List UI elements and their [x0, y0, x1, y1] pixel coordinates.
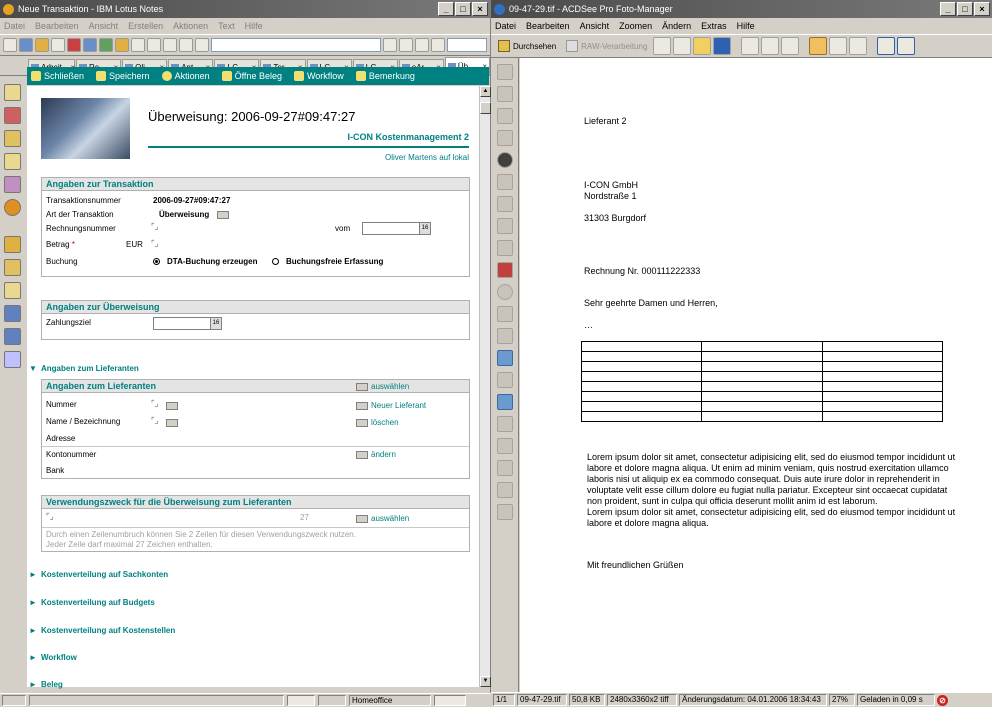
eye-icon[interactable]: [497, 284, 513, 300]
buchungsfrei-radio-label[interactable]: Buchungsfreie Erfassung: [286, 257, 384, 266]
maximize-button[interactable]: □: [957, 2, 973, 16]
load-time: Geladen in 0,09 s: [857, 694, 935, 706]
browse-icon: [498, 40, 510, 52]
search-field[interactable]: [447, 38, 487, 52]
lotus-notes-icon: [3, 4, 14, 15]
menu-hilfe[interactable]: Hilfe: [244, 21, 263, 31]
open-folder-icon[interactable]: [693, 37, 711, 55]
twisty-closed-icon[interactable]: ►: [29, 680, 37, 689]
contacts-bookmark-icon[interactable]: [4, 130, 21, 147]
rechnr-label: Rechnungsnummer: [46, 224, 116, 233]
vom-date-field[interactable]: [362, 222, 431, 235]
acdsee-app-icon: [494, 4, 505, 15]
compare-icon[interactable]: [781, 37, 799, 55]
raw-edit-icon[interactable]: [653, 37, 671, 55]
purpose-field[interactable]: ⌜⌟: [46, 512, 54, 521]
scroll-down-icon[interactable]: ▼: [480, 676, 491, 687]
menu-aendern[interactable]: Ändern: [662, 21, 692, 31]
todo-bookmark-icon[interactable]: [4, 153, 21, 170]
section-transaktion: [41, 177, 470, 277]
lotus-notes-window: [0, 0, 491, 707]
workflow-icon: [294, 71, 304, 81]
letter-recipient-line3: 31303 Burgdorf: [584, 213, 647, 223]
letter-ellipsis: …: [584, 320, 593, 330]
menu-bearbeiten[interactable]: Bearbeiten: [526, 21, 570, 31]
twisty-closed-icon[interactable]: ►: [29, 598, 37, 607]
replication-bookmark-icon[interactable]: [4, 176, 21, 193]
paste-icon[interactable]: [195, 38, 209, 52]
menu-extras[interactable]: Extras: [701, 21, 727, 31]
menu-bearbeiten[interactable]: Bearbeiten: [35, 21, 79, 31]
select-supplier-button[interactable]: [356, 383, 368, 391]
section-budgets-toggle[interactable]: Kostenverteilung auf Budgets: [41, 598, 155, 607]
edit-toolbar: [491, 58, 519, 692]
menu-aktionen[interactable]: Aktionen: [173, 21, 209, 31]
menu-ansicht[interactable]: Ansicht: [88, 21, 119, 31]
perspective-icon[interactable]: [497, 482, 513, 498]
letter-sender: Lieferant 2: [584, 116, 627, 126]
status-cell[interactable]: [2, 695, 26, 706]
italic-icon[interactable]: [399, 38, 413, 52]
favorites-bookmark-icon[interactable]: [4, 199, 21, 216]
database-bookmark-icon[interactable]: [4, 236, 21, 253]
menu-text[interactable]: Text: [218, 21, 235, 31]
letter-table: [581, 341, 943, 422]
forward-icon[interactable]: [431, 38, 445, 52]
menu-datei[interactable]: Datei: [4, 21, 26, 31]
action-bar: [27, 67, 489, 85]
image-index: 1/1: [493, 694, 515, 706]
delete-supplier-button[interactable]: [356, 419, 368, 427]
save-doc-icon: [96, 71, 106, 81]
calendar-icon[interactable]: [83, 38, 97, 52]
letter-recipient-line2: Nordstraße 1: [584, 191, 637, 201]
replicate-icon[interactable]: [131, 38, 145, 52]
scroll-thumb[interactable]: [480, 102, 491, 114]
menu-zoomen[interactable]: Zoomen: [619, 21, 653, 31]
mail-status-icon[interactable]: [287, 695, 315, 706]
header-photo: [41, 98, 130, 159]
letter-recipient-line1: I-CON GmbH: [584, 180, 638, 190]
acdsee-statusbar: [491, 692, 992, 707]
transnr-label: Transaktionsnummer: [46, 196, 121, 205]
new-supplier-link[interactable]: Neuer Lieferant: [371, 401, 427, 410]
section-beleg-toggle[interactable]: Beleg: [41, 680, 63, 689]
levels-icon[interactable]: [497, 218, 513, 234]
acdsee-window: [491, 0, 992, 707]
frame-icon[interactable]: [497, 328, 513, 344]
remark-action-button[interactable]: Bemerkung: [356, 71, 415, 81]
database-bookmark-icon[interactable]: [4, 259, 21, 276]
letter-paragraph-2: Lorem ipsum dolor sit amet, consectetur adipisicing elit, sed do eiusmod tempor incididunt ut labore et dolore magna aliqua.: [587, 507, 956, 528]
receipt-icon: [222, 71, 232, 81]
section-heading: Angaben zur Transaktion: [42, 178, 469, 191]
change-account-link[interactable]: ändern: [371, 450, 396, 459]
form-scrollbar[interactable]: [479, 86, 490, 687]
sharpen-icon[interactable]: [497, 306, 513, 322]
rotate-icon[interactable]: [497, 394, 513, 410]
actions-action-button[interactable]: Aktionen: [162, 71, 210, 81]
replication-status-icon[interactable]: [434, 695, 466, 706]
name-label: Name / Bezeichnung: [46, 417, 121, 426]
delete-supplier-link[interactable]: löschen: [371, 418, 399, 427]
modified-date: Änderungsdatum: 04.01.2006 18:34:43: [679, 694, 827, 706]
transnr-value: 2006-09-27#09:47:27: [153, 196, 231, 205]
next-icon[interactable]: [497, 86, 513, 102]
change-account-button[interactable]: [356, 451, 368, 459]
menu-erstellen[interactable]: Erstellen: [128, 21, 164, 31]
menu-ansicht[interactable]: Ansicht: [579, 21, 610, 31]
notes-window-title: Neue Transaktion - IBM Lotus Notes: [18, 4, 164, 14]
scroll-up-icon[interactable]: ▲: [480, 86, 491, 97]
konto-label: Kontonummer: [46, 450, 97, 459]
calendar-bookmark-icon[interactable]: [4, 107, 21, 124]
save-icon[interactable]: [713, 37, 731, 55]
mail-icon[interactable]: [67, 38, 81, 52]
red-eye-icon[interactable]: [497, 108, 513, 124]
rotate-right-icon[interactable]: [897, 37, 915, 55]
section-sachkonten-toggle[interactable]: Kostenverteilung auf Sachkonten: [41, 570, 169, 579]
error-icon[interactable]: ⊘: [937, 695, 948, 706]
curves-icon[interactable]: [497, 240, 513, 256]
buchungsfrei-radio[interactable]: [272, 258, 279, 265]
currency-label: EUR: [126, 240, 143, 249]
open-receipt-action-button[interactable]: Öffne Beleg: [222, 71, 282, 81]
notes-statusbar: [0, 693, 491, 707]
section-kostenstellen-toggle[interactable]: Kostenverteilung auf Kostenstellen: [41, 626, 176, 635]
menu-datei[interactable]: Datei: [495, 21, 517, 31]
buchung-label: Buchung: [46, 257, 78, 266]
refresh-icon[interactable]: [3, 38, 17, 52]
actions-icon: [162, 71, 172, 81]
minimize-button[interactable]: _: [438, 2, 454, 16]
menu-hilfe[interactable]: Hilfe: [736, 21, 755, 31]
lieferant-toggle[interactable]: Angaben zum Lieferanten: [41, 364, 139, 373]
notes-menubar: [0, 18, 490, 34]
art-label: Art der Transaktion: [46, 210, 114, 219]
select-supplier-link[interactable]: auswählen: [371, 382, 410, 391]
close-doc-icon: [31, 71, 41, 81]
todo-icon[interactable]: [115, 38, 129, 52]
contrast-icon[interactable]: [497, 152, 513, 168]
dta-radio-label[interactable]: DTA-Buchung erzeugen: [167, 257, 258, 266]
letter-body: [587, 452, 957, 529]
color-icon[interactable]: [497, 262, 513, 278]
calendar-icon[interactable]: 16: [419, 223, 430, 234]
save-action-button[interactable]: Speichern: [96, 71, 150, 81]
zahlungsziel-field[interactable]: [153, 317, 222, 330]
notes-toolbar: [0, 34, 490, 56]
image-dimensions: 2480x3360x2 tiff: [607, 694, 677, 706]
title-divider: [148, 146, 469, 148]
nummer-label: Nummer: [46, 400, 77, 409]
browse-button[interactable]: Durchsehen: [494, 37, 560, 55]
minimize-button[interactable]: _: [940, 2, 956, 16]
nummer-field[interactable]: ⌜⌟: [151, 399, 159, 408]
fit-icon[interactable]: [741, 37, 759, 55]
betrag-label: Betrag *: [46, 240, 75, 249]
notes-titlebar[interactable]: [0, 0, 490, 18]
access-status-icon[interactable]: [318, 695, 346, 706]
previous-icon[interactable]: [497, 64, 513, 80]
remark-icon: [356, 71, 366, 81]
toolbar-dropdown[interactable]: [211, 38, 381, 52]
select-purpose-button[interactable]: [356, 515, 368, 523]
letter-salutation: Sehr geehrte Damen und Herren,: [584, 298, 718, 308]
copy-icon[interactable]: [179, 38, 193, 52]
database-bookmark-icon[interactable]: [4, 328, 21, 345]
file-size: 50,8 KB: [569, 694, 605, 706]
section-workflow-toggle[interactable]: Workflow: [41, 653, 77, 662]
section-heading: Angaben zum Lieferanten: [42, 380, 469, 393]
format-icon[interactable]: [383, 38, 397, 52]
portrait-icon[interactable]: [497, 174, 513, 190]
check-icon[interactable]: [51, 38, 65, 52]
acdsee-toolbar: [491, 34, 992, 58]
char-counter: 27: [300, 513, 309, 522]
twisty-closed-icon[interactable]: ►: [29, 653, 37, 662]
section-verwendungszweck: [41, 495, 470, 552]
acdsee-window-title: 09-47-29.tif - ACDSee Pro Foto-Manager: [509, 4, 673, 14]
section-lieferant: [41, 379, 470, 479]
bookmark-bar: [0, 78, 26, 693]
select-tool-icon[interactable]: [829, 37, 847, 55]
name-field[interactable]: ⌜⌟: [151, 416, 159, 425]
database-bookmark-icon[interactable]: [4, 305, 21, 322]
purpose-hint-1: Durch einen Zeilenumbruch können Sie 2 Zeilen für diesen Verwendungszweck nutzen.: [46, 530, 356, 539]
effects-icon[interactable]: [497, 350, 513, 366]
location-selector[interactable]: Homeoffice: [349, 695, 431, 706]
vom-label: vom: [335, 224, 351, 233]
text-icon[interactable]: [497, 416, 513, 432]
purpose-hint-2: Jeder Zeile darf maximal 27 Zeichen enthalten.: [46, 540, 213, 549]
contacts-icon[interactable]: [99, 38, 113, 52]
status-message: [29, 695, 284, 706]
raw-icon: [566, 40, 578, 52]
database-bookmark-icon[interactable]: [4, 351, 21, 368]
zahlungsziel-label: Zahlungsziel: [46, 318, 91, 327]
back-icon[interactable]: [415, 38, 429, 52]
new-supplier-button[interactable]: [356, 402, 368, 410]
maximize-button[interactable]: □: [455, 2, 471, 16]
brightness-icon[interactable]: [497, 130, 513, 146]
section-ueberweisung: [41, 300, 470, 340]
close-action-button[interactable]: Schließen: [31, 71, 84, 81]
divider: [42, 446, 469, 447]
twisty-closed-icon[interactable]: ►: [29, 570, 37, 579]
save-icon[interactable]: [19, 38, 33, 52]
select-purpose-link[interactable]: auswählen: [371, 514, 410, 523]
name-dropdown-button[interactable]: [166, 419, 178, 427]
adresse-label: Adresse: [46, 434, 76, 443]
raw-button[interactable]: RAW-Verarbeitung: [562, 37, 651, 55]
mail-bookmark-icon[interactable]: [4, 84, 21, 101]
twisty-open-icon[interactable]: ▼: [29, 364, 37, 373]
dta-radio[interactable]: [153, 258, 160, 265]
letter-paragraph-1: Lorem ipsum dolor sit amet, consectetur adipisicing elit, sed do eiusmod tempor incididunt ut labore et dolore magna aliqua. Ut enim ad minim veniam, quis nostrud exercitation ullamco laboris nisi ut aliquip ex ea commodo consequat. Duis aute irure dolor in reprehenderit in voluptate velit esse cillum dolore eu fugiat nulla pariatur. Excepteur sint occaecat cupidatat non proident, sunt in culpa qui officia deserunt mollit anim id est laborum.: [587, 452, 956, 506]
repair-icon[interactable]: [497, 438, 513, 454]
transaction-form: [27, 86, 479, 687]
close-button[interactable]: ×: [974, 2, 990, 16]
form-title: Überweisung: 2006-09-27#09:47:27: [148, 109, 356, 124]
divider: [42, 527, 469, 528]
crop-icon[interactable]: [497, 372, 513, 388]
edit-icon[interactable]: [673, 37, 691, 55]
betrag-field[interactable]: ⌜⌟: [151, 239, 159, 248]
resize-icon[interactable]: [497, 196, 513, 212]
twisty-closed-icon[interactable]: ►: [29, 626, 37, 635]
zoom-tool-icon[interactable]: [849, 37, 867, 55]
section-heading: Verwendungszweck für die Überweisung zum Lieferanten: [42, 496, 469, 509]
watermark-icon[interactable]: [497, 504, 513, 520]
actual-size-icon[interactable]: [761, 37, 779, 55]
rotate-left-icon[interactable]: [877, 37, 895, 55]
database-bookmark-icon[interactable]: [4, 282, 21, 299]
art-value[interactable]: Überweisung: [159, 210, 210, 219]
image-viewer[interactable]: [520, 58, 992, 692]
rechnr-field[interactable]: ⌜⌟: [151, 222, 159, 231]
cut-icon[interactable]: [163, 38, 177, 52]
border-icon[interactable]: [497, 460, 513, 476]
workflow-action-button[interactable]: Workflow: [294, 71, 344, 81]
section-heading: Angaben zur Überweisung: [42, 301, 469, 314]
letter-closing: Mit freundlichen Grüßen: [587, 560, 684, 570]
form-owner: Oliver Martens auf lokal: [384, 153, 469, 162]
art-dropdown-button[interactable]: [217, 211, 229, 219]
acdsee-menubar: [491, 18, 992, 34]
print-icon[interactable]: [147, 38, 161, 52]
form-subtitle: I-CON Kostenmanagement 2: [347, 132, 469, 142]
zoom-level[interactable]: 27%: [829, 694, 855, 706]
nummer-dropdown-button[interactable]: [166, 402, 178, 410]
bank-label: Bank: [46, 466, 65, 475]
file-name: 09-47-29.tif: [517, 694, 567, 706]
calendar-icon[interactable]: 16: [210, 318, 221, 329]
hand-tool-icon[interactable]: [809, 37, 827, 55]
close-button[interactable]: ×: [472, 2, 488, 16]
open-icon[interactable]: [35, 38, 49, 52]
letter-invoice-number: Rechnung Nr. 000111222333: [584, 266, 701, 276]
acdsee-titlebar[interactable]: [491, 0, 992, 18]
